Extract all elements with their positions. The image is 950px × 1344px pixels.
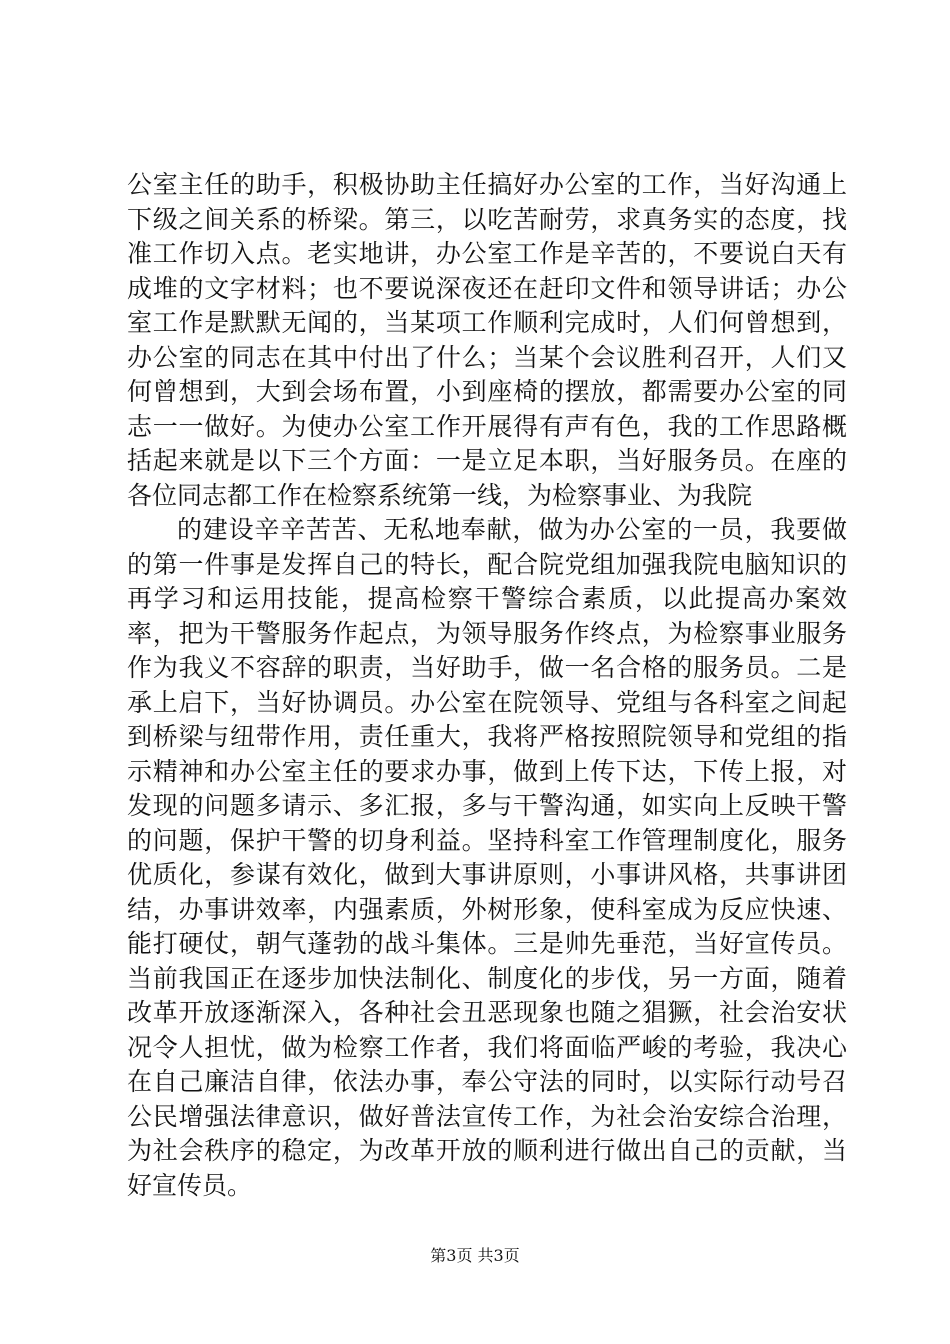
page-footer: 第3页 共3页 — [430, 1246, 520, 1265]
paragraph-1: 公室主任的助手，积极协助主任搞好办公室的工作，当好沟通上下级之间关系的桥梁。第三，以吃苦耐劳，求真务实的态度，找准工作切入点。老实地讲，办公室工作是辛苦的，不要说白天有成堆的文字材料；也不要说深夜还在赶印文件和领导讲话；办公室工作是默默无闻的，当某项工作顺利完成时，人们何曾想到，办公室的同志在其中付出了什么；当某个会议胜利召开，人们又何曾想到，大到会场布置，小到座椅的摆放，都需要办公室的同志一一做好。为使办公室工作开展得有声有色，我的工作思路概括起来就是以下三个方面：一是立足本职，当好服务员。在座的各位同志都工作在检察系统第一线，为检察事业、为我院 — [127, 170, 847, 510]
paragraph-2: 的建设辛辛苦苦、无私地奉献，做为办公室的一员，我要做的第一件事是发挥自己的特长，配合院党组加强我院电脑知识的再学习和运用技能，提高检察干警综合素质，以此提高办案效率，把为干警服务作起点，为领导服务作终点，为检察事业服务作为我义不容辞的职责，当好助手，做一名合格的服务员。二是承上启下，当好协调员。办公室在院领导、党组与各科室之间起到桥梁与纽带作用，责任重大，我将严格按照院领导和党组的指示精神和办公室主任的要求办事，做到上传下达，下传上报，对发现的问题多请示、多汇报，多与干警沟通，如实向上反映干警的问题，保护干警的切身利益。坚持科室工作管理制度化，服务优质化，参谋有效化，做到大事讲原则，小事讲风格，共事讲团结，办事讲效率，内强素质，外树形象，使科室成为反应快速、能打硬仗，朝气蓬勃的战斗集体。三是帅先垂范，当好宣传员。当前我国正在逐步加快法制化、制度化的步伐，另一方面，随着改革开放逐渐深入，各种社会丑恶现象也随之猖獗，社会治安状况令人担忧，做为检察工作者，我们将面临严峻的考验，我决心在自己廉洁自律，依法办事，奉公守法的同时，以实际行动号召公民增强法律意识，做好普法宣传工作，为社会治安综合治理，为社会秩序的稳定，为改革开放的顺利进行做出自己的贡献，当好宣传员。 — [127, 515, 847, 1200]
document-body — [127, 168, 847, 1203]
